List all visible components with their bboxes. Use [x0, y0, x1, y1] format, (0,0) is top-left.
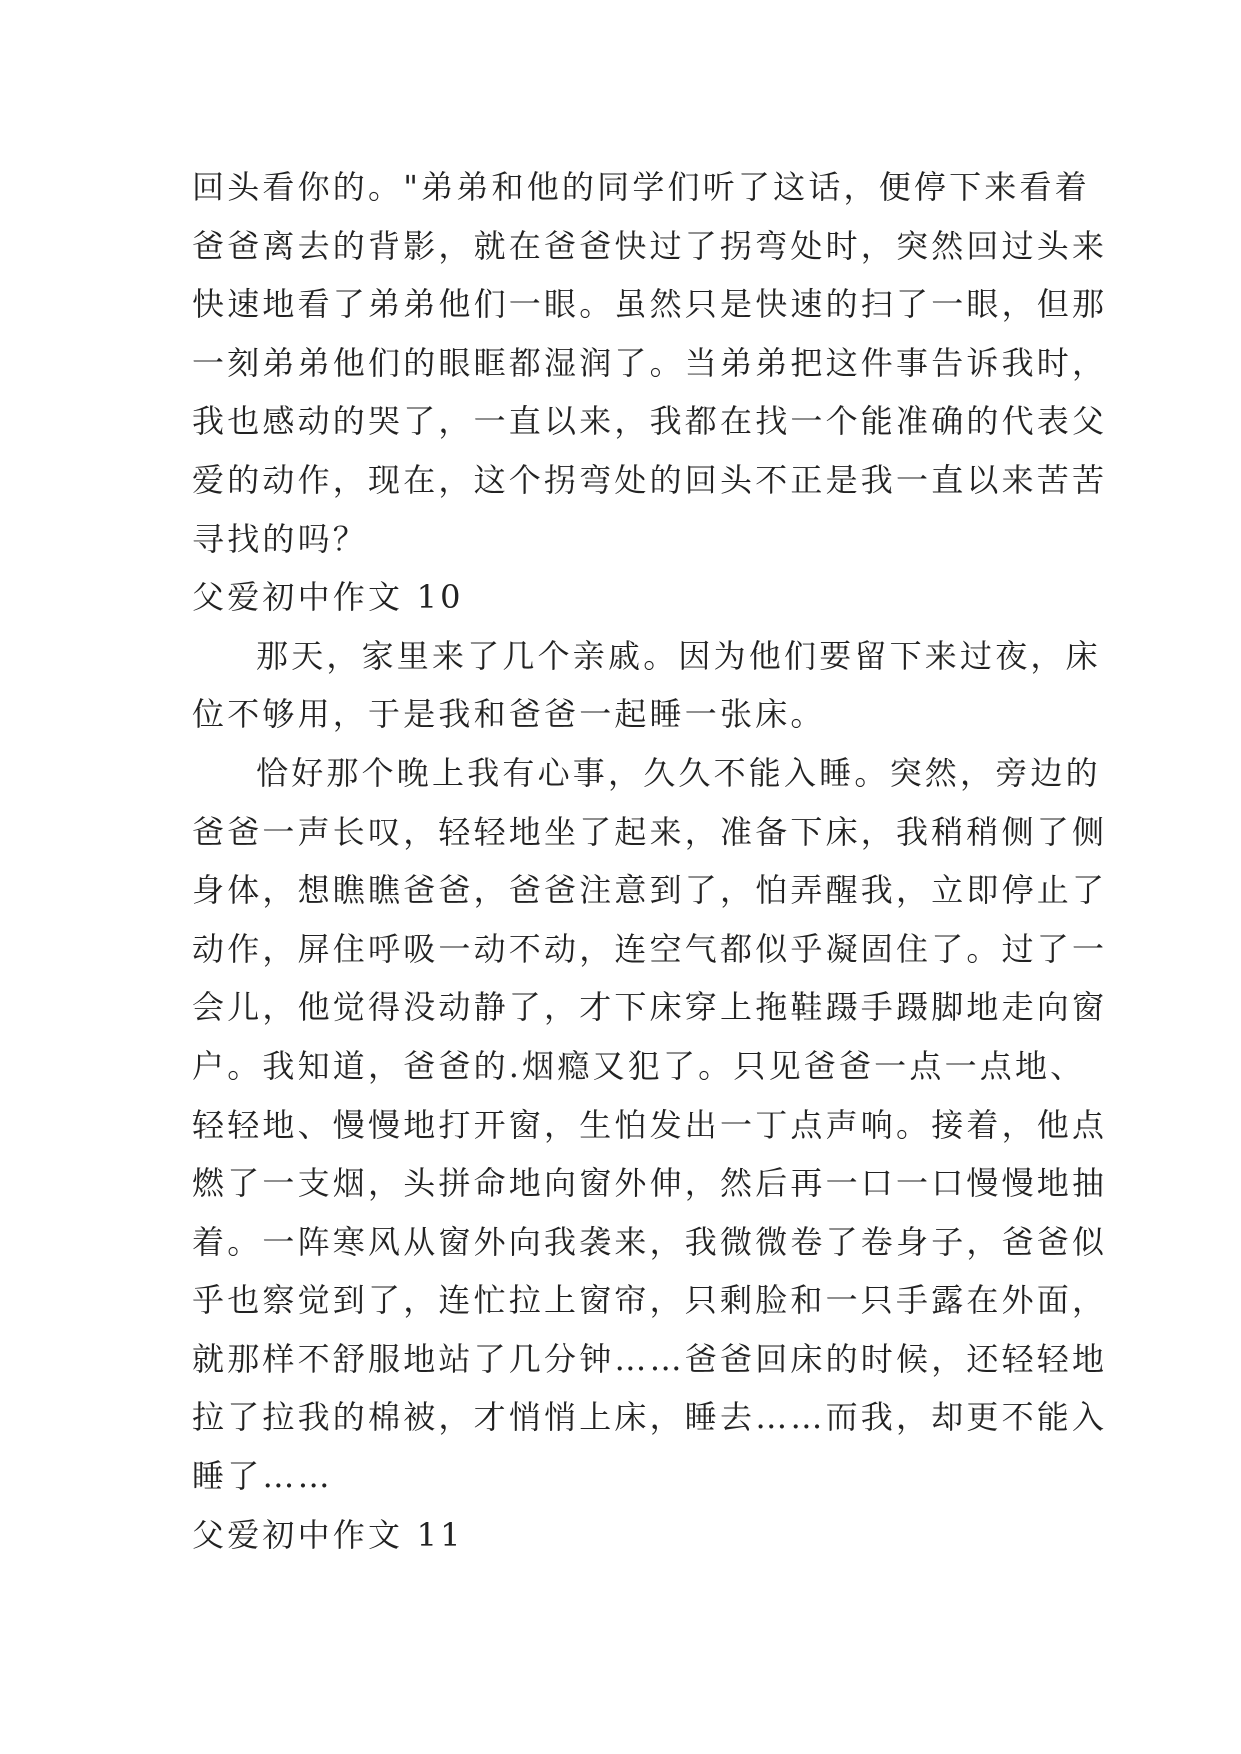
paragraph-first-line: 恰好那个晚上我有心事，久久不能入睡。突然，旁边的	[256, 753, 1101, 792]
paragraph-first-line: 那天，家里来了几个亲戚。因为他们要留下来过夜，床	[256, 636, 1101, 675]
section-heading: 父爱初中作文 10	[192, 578, 464, 617]
document-body	[192, 158, 1108, 1564]
text-line: 拉了拉我的棉被，才悄悄上床，睡去……而我，却更不能入	[192, 1398, 1108, 1437]
text-line: 一刻弟弟他们的眼眶都湿润了。当弟弟把这件事告诉我时，	[192, 343, 1108, 382]
text-line: 爸爸离去的背影，就在爸爸快过了拐弯处时，突然回过头来	[192, 226, 1108, 265]
text-line: 着。一阵寒风从窗外向我袭来，我微微卷了卷身子，爸爸似	[192, 1222, 1108, 1261]
text-line: 户。我知道，爸爸的.烟瘾又犯了。只见爸爸一点一点地、	[192, 1046, 1086, 1085]
text-line: 爱的动作，现在，这个拐弯处的回头不正是我一直以来苦苦	[192, 460, 1108, 499]
text-line: 位不够用，于是我和爸爸一起睡一张床。	[192, 695, 826, 734]
text-line: 身体，想瞧瞧爸爸，爸爸注意到了，怕弄醒我，立即停止了	[192, 871, 1108, 910]
text-line: 燃了一支烟，头拼命地向窗外伸，然后再一口一口慢慢地抽	[192, 1164, 1108, 1203]
text-line: 睡了……	[192, 1457, 333, 1496]
text-line: 就那样不舒服地站了几分钟……爸爸回床的时候，还轻轻地	[192, 1339, 1108, 1378]
text-line: 乎也察觉到了，连忙拉上窗帘，只剩脸和一只手露在外面，	[192, 1281, 1108, 1320]
text-line: 寻找的吗？	[192, 519, 369, 558]
text-line: 会儿，他觉得没动静了，才下床穿上拖鞋蹑手蹑脚地走向窗	[192, 988, 1108, 1027]
text-line: 爸爸一声长叹，轻轻地坐了起来，准备下床，我稍稍侧了侧	[192, 812, 1108, 851]
text-line: 回头看你的。"弟弟和他的同学们听了这话，便停下来看着	[192, 168, 1090, 206]
text-line: 轻轻地、慢慢地打开窗，生怕发出一丁点声响。接着，他点	[192, 1105, 1108, 1144]
text-line: 快速地看了弟弟他们一眼。虽然只是快速的扫了一眼，但那	[192, 285, 1108, 324]
section-heading: 父爱初中作文 11	[192, 1515, 464, 1554]
text-line: 动作，屏住呼吸一动不动，连空气都似乎凝固住了。过了一	[192, 929, 1108, 968]
text-line: 我也感动的哭了，一直以来，我都在找一个能准确的代表父	[192, 402, 1108, 441]
